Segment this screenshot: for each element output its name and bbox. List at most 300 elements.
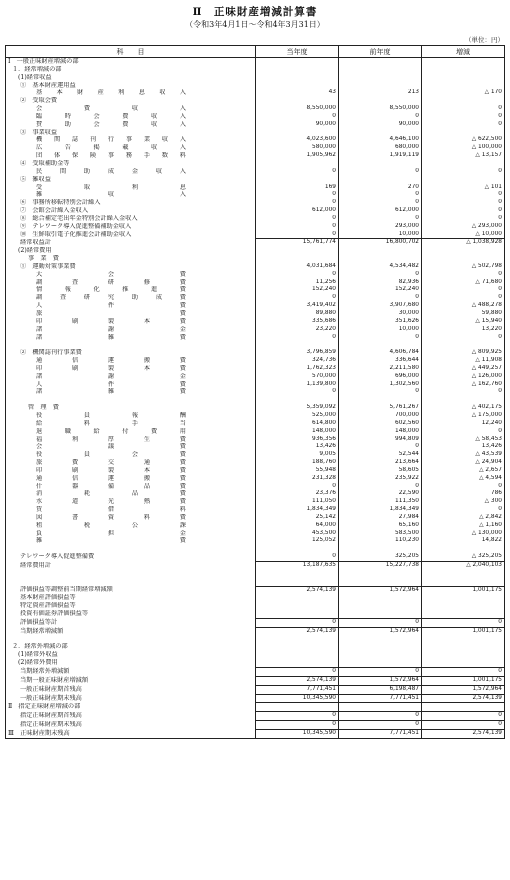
cell-change: △ 15,940: [422, 318, 505, 326]
row-label-cell: [6, 483, 256, 491]
row-label: 役員報酬: [36, 411, 186, 419]
cell-current-year: 570,000: [256, 373, 339, 381]
table-row: [6, 74, 505, 82]
cell-current-year: 0: [256, 712, 339, 721]
cell-change: △ 293,000: [422, 223, 505, 231]
row-label-cell: [6, 231, 256, 239]
table-row: [6, 89, 505, 97]
cell-change: 0: [422, 388, 505, 396]
cell-previous-year: 700,000: [339, 412, 422, 420]
cell-change: [422, 66, 505, 74]
row-label: 会費収入: [36, 105, 186, 113]
cell-change: 59,880: [422, 310, 505, 318]
cell-current-year: 7,771,451: [256, 685, 339, 694]
row-label-cell: [6, 349, 256, 357]
table-row: [6, 459, 505, 467]
table-row: [6, 357, 505, 365]
row-label-cell: [6, 121, 256, 129]
cell-change: △ 449,257: [422, 365, 505, 373]
cell-change: △ 43,539: [422, 451, 505, 459]
row-label-cell: [6, 729, 256, 738]
cell-previous-year: 15,227,738: [339, 562, 422, 570]
table-row: [6, 286, 505, 294]
cell-current-year: 0: [256, 388, 339, 396]
row-label-cell: [6, 703, 256, 712]
row-label-cell: [6, 89, 256, 97]
table-row: [6, 160, 505, 168]
cell-current-year: 4,023,600: [256, 136, 339, 144]
cell-change: [422, 545, 505, 553]
cell-previous-year: [339, 643, 422, 651]
cell-previous-year: 696,000: [339, 373, 422, 381]
table-row: [6, 97, 505, 105]
row-label: 通信運搬費: [36, 357, 186, 365]
row-label-cell: [6, 712, 256, 721]
cell-previous-year: [339, 97, 422, 105]
table-row: [6, 570, 505, 578]
cell-current-year: 125,052: [256, 537, 339, 545]
table-row: [6, 223, 505, 231]
row-label-cell: [6, 286, 256, 294]
row-label-cell: [6, 610, 256, 618]
cell-previous-year: 0: [339, 334, 422, 342]
row-label: 賛助会費収入: [36, 120, 186, 128]
row-label-cell: [6, 545, 256, 553]
table-row: [6, 545, 505, 553]
row-label-cell: [6, 396, 256, 404]
cell-change: [422, 636, 505, 644]
cell-previous-year: 8,550,000: [339, 105, 422, 113]
row-label-cell: [6, 420, 256, 428]
row-label: 一般正味財産期首残高: [20, 685, 82, 693]
cell-previous-year: [339, 570, 422, 578]
table-row: [6, 436, 505, 444]
cell-change: 0: [422, 215, 505, 223]
row-label-cell: [6, 176, 256, 184]
cell-current-year: 614,800: [256, 420, 339, 428]
cell-current-year: 8,550,000: [256, 105, 339, 113]
cell-change: △ 24,904: [422, 459, 505, 467]
row-label-cell: [6, 199, 256, 207]
row-label: 調査研修費: [36, 278, 186, 286]
table-row: [6, 388, 505, 396]
row-label: 諸謝金: [36, 372, 186, 380]
row-label: (1)経常外収益: [18, 651, 58, 659]
cell-current-year: [256, 160, 339, 168]
cell-current-year: 11,256: [256, 279, 339, 287]
cell-change: △ 100,000: [422, 144, 505, 152]
cell-current-year: 5,359,092: [256, 404, 339, 412]
cell-previous-year: 6,198,487: [339, 685, 422, 694]
row-label-cell: [6, 334, 256, 342]
row-label-cell: [6, 129, 256, 137]
cell-previous-year: 0: [339, 271, 422, 279]
table-row: [6, 184, 505, 192]
row-label: 什器備品費: [36, 482, 186, 490]
cell-current-year: 152,240: [256, 286, 339, 294]
cell-previous-year: 235,922: [339, 475, 422, 483]
table-row: [6, 199, 505, 207]
statement-period: （令和3年4月1日～令和4年3月31日）: [185, 20, 325, 29]
cell-previous-year: 4,606,784: [339, 349, 422, 357]
cell-change: △ 4,594: [422, 475, 505, 483]
cell-current-year: 0: [256, 294, 339, 302]
row-label-cell: [6, 490, 256, 498]
row-label: 通信運搬費: [36, 474, 186, 482]
cell-current-year: 0: [256, 215, 339, 223]
cell-previous-year: 336,644: [339, 357, 422, 365]
table-row: [6, 594, 505, 602]
cell-previous-year: 0: [339, 618, 422, 627]
row-label-cell: [6, 586, 256, 594]
cell-change: △ 300: [422, 498, 505, 506]
cell-current-year: [256, 247, 339, 255]
cell-current-year: [256, 636, 339, 644]
cell-current-year: 0: [256, 113, 339, 121]
cell-previous-year: 602,560: [339, 420, 422, 428]
cell-previous-year: 22,590: [339, 490, 422, 498]
cell-current-year: 1,905,962: [256, 152, 339, 160]
row-label-cell: [6, 82, 256, 90]
table-row: [6, 207, 505, 215]
row-label-cell: [6, 570, 256, 578]
cell-change: [422, 255, 505, 263]
cell-previous-year: [339, 247, 422, 255]
row-label: ⑤ 雑収益: [20, 175, 51, 183]
cell-previous-year: 4,646,100: [339, 136, 422, 144]
cell-change: △ 2,842: [422, 514, 505, 522]
row-label: 当期一般正味財産増減額: [20, 676, 89, 684]
cell-change: 0: [422, 667, 505, 676]
cell-previous-year: 325,205: [339, 553, 422, 561]
cell-previous-year: [339, 82, 422, 90]
cell-previous-year: 0: [339, 483, 422, 491]
row-label-cell: [6, 215, 256, 223]
table-row: [6, 341, 505, 349]
cell-previous-year: 0: [339, 712, 422, 721]
row-label: 一般正味財産期末残高: [20, 694, 82, 702]
cell-change: 0: [422, 168, 505, 176]
table-row: [6, 602, 505, 610]
row-label: 基本財産評価損益等: [20, 594, 76, 602]
table-row: [6, 215, 505, 223]
cell-change: △ 1,038,928: [422, 239, 505, 247]
row-label: 当期経常外増減額: [20, 667, 70, 675]
cell-current-year: 23,220: [256, 326, 339, 334]
row-label: 情報化推進費: [36, 286, 186, 294]
row-label-cell: [6, 263, 256, 271]
row-label: ２．経常外増減の部: [12, 643, 68, 651]
table-row: [6, 404, 505, 412]
cell-previous-year: 0: [339, 113, 422, 121]
cell-change: 0: [422, 334, 505, 342]
cell-current-year: [256, 82, 339, 90]
row-label-cell: [6, 365, 256, 373]
cell-change: 12,240: [422, 420, 505, 428]
table-row: [6, 514, 505, 522]
table-row: [6, 483, 505, 491]
cell-previous-year: 16,800,702: [339, 239, 422, 247]
row-label: 印刷製本費: [36, 466, 186, 474]
cell-change: [422, 74, 505, 82]
table-row: [6, 467, 505, 475]
row-label: 印刷製本費: [36, 364, 186, 372]
cell-change: 0: [422, 286, 505, 294]
cell-current-year: 453,500: [256, 530, 339, 538]
row-label-cell: [6, 522, 256, 530]
cell-previous-year: 680,000: [339, 144, 422, 152]
table-row: [6, 255, 505, 263]
cell-previous-year: 10,000: [339, 326, 422, 334]
table-row: [6, 365, 505, 373]
table-row: [6, 651, 505, 659]
cell-previous-year: [339, 659, 422, 667]
statement-table: [5, 45, 505, 739]
row-label-cell: [6, 636, 256, 644]
row-label: 会議費: [36, 443, 186, 451]
row-label: ⑦ 会館会計繰入金収入: [20, 207, 89, 215]
cell-previous-year: 152,240: [339, 286, 422, 294]
table-body: [6, 58, 505, 739]
row-label-cell: [6, 207, 256, 215]
cell-change: △ 175,000: [422, 412, 505, 420]
cell-previous-year: [339, 636, 422, 644]
table-row: [6, 537, 505, 545]
cell-previous-year: 52,544: [339, 451, 422, 459]
row-label: 水道光熱費: [36, 498, 186, 506]
row-label: 雑費: [36, 537, 186, 545]
row-label: 大会費: [36, 270, 186, 278]
cell-change: 14,822: [422, 537, 505, 545]
table-row: [6, 82, 505, 90]
table-row: [6, 636, 505, 644]
table-row: [6, 144, 505, 152]
table-row: [6, 381, 505, 389]
table-row: [6, 721, 505, 730]
table-row: [6, 113, 505, 121]
row-label: ① 基本財産運用益: [20, 81, 76, 89]
cell-previous-year: 111,350: [339, 498, 422, 506]
cell-previous-year: 0: [339, 199, 422, 207]
cell-current-year: [256, 594, 339, 602]
cell-previous-year: 612,000: [339, 207, 422, 215]
cell-change: 13,220: [422, 326, 505, 334]
cell-current-year: [256, 396, 339, 404]
row-label-cell: [6, 184, 256, 192]
cell-change: [422, 659, 505, 667]
cell-current-year: 324,736: [256, 357, 339, 365]
header-previous-year: 前年度: [339, 46, 422, 58]
row-label: 指定正味財産期首残高: [20, 712, 82, 720]
row-label: Ⅰ 一般正味財産増減の部: [8, 58, 79, 65]
table-row: [6, 618, 505, 627]
cell-previous-year: 148,000: [339, 428, 422, 436]
cell-current-year: 55,948: [256, 467, 339, 475]
row-label-cell: [6, 578, 256, 586]
cell-current-year: 0: [256, 721, 339, 730]
row-label: 退職給付費用: [36, 427, 186, 435]
cell-current-year: [256, 659, 339, 667]
cell-previous-year: 0: [339, 191, 422, 199]
cell-current-year: 1,762,323: [256, 365, 339, 373]
table-row: [6, 231, 505, 239]
cell-previous-year: 0: [339, 721, 422, 730]
row-label-cell: [6, 676, 256, 685]
cell-previous-year: [339, 176, 422, 184]
cell-change: △ 325,205: [422, 553, 505, 561]
cell-change: 0: [422, 271, 505, 279]
cell-previous-year: [339, 74, 422, 82]
cell-change: 2,574,139: [422, 729, 505, 738]
cell-previous-year: 1,302,560: [339, 381, 422, 389]
cell-previous-year: [339, 651, 422, 659]
row-label-cell: [6, 58, 256, 66]
row-label: 基本財産利息収入: [36, 89, 186, 97]
table-row: [6, 168, 505, 176]
row-label: ② 受取会費: [20, 97, 58, 105]
row-label: 雑収入: [36, 191, 186, 199]
table-row: [6, 302, 505, 310]
cell-change: △ 488,278: [422, 302, 505, 310]
cell-previous-year: 4,534,482: [339, 263, 422, 271]
cell-current-year: 89,880: [256, 310, 339, 318]
cell-current-year: 1,834,349: [256, 506, 339, 514]
row-label-cell: [6, 412, 256, 420]
row-label-cell: [6, 618, 256, 627]
cell-current-year: [256, 58, 339, 66]
cell-change: △ 622,500: [422, 136, 505, 144]
cell-current-year: [256, 176, 339, 184]
cell-previous-year: [339, 396, 422, 404]
table-row: [6, 326, 505, 334]
cell-current-year: 9,005: [256, 451, 339, 459]
table-row: [6, 586, 505, 594]
cell-change: 2,574,139: [422, 694, 505, 703]
table-row: [6, 428, 505, 436]
cell-change: [422, 396, 505, 404]
row-label: Ⅱ 指定正味財産増減の部: [8, 703, 81, 711]
cell-current-year: 0: [256, 483, 339, 491]
cell-current-year: [256, 610, 339, 618]
cell-change: [422, 651, 505, 659]
row-label-cell: [6, 436, 256, 444]
cell-current-year: 3,796,859: [256, 349, 339, 357]
cell-previous-year: 7,771,451: [339, 694, 422, 703]
cell-change: 0: [422, 199, 505, 207]
table-row: [6, 247, 505, 255]
cell-previous-year: 0: [339, 294, 422, 302]
cell-current-year: [256, 545, 339, 553]
cell-previous-year: 583,500: [339, 530, 422, 538]
cell-current-year: 43: [256, 89, 339, 97]
table-row: [6, 176, 505, 184]
cell-current-year: 0: [256, 191, 339, 199]
cell-change: [422, 578, 505, 586]
cell-current-year: 169: [256, 184, 339, 192]
row-label-cell: [6, 443, 256, 451]
cell-current-year: 0: [256, 271, 339, 279]
table-row: [6, 129, 505, 137]
cell-previous-year: [339, 66, 422, 74]
cell-change: 0: [422, 121, 505, 129]
cell-change: [422, 176, 505, 184]
row-label: 評価損益等計: [20, 618, 58, 626]
cell-current-year: 936,356: [256, 436, 339, 444]
cell-previous-year: 0: [339, 388, 422, 396]
cell-current-year: 111,050: [256, 498, 339, 506]
row-label-cell: [6, 279, 256, 287]
cell-previous-year: 1,834,349: [339, 506, 422, 514]
cell-change: △ 11,908: [422, 357, 505, 365]
table-row: [6, 610, 505, 618]
table-row: [6, 152, 505, 160]
cell-previous-year: 270: [339, 184, 422, 192]
row-label: 人件費: [36, 380, 186, 388]
unit-note: （単位：円）: [465, 36, 504, 44]
row-label: 諸雑費: [36, 333, 186, 341]
cell-change: △ 1,160: [422, 522, 505, 530]
table-row: [6, 136, 505, 144]
table-row: [6, 412, 505, 420]
row-label: 人件費: [36, 302, 186, 310]
row-label-cell: [6, 388, 256, 396]
row-label-cell: [6, 326, 256, 334]
cell-change: △ 13,157: [422, 152, 505, 160]
cell-previous-year: 5,761,267: [339, 404, 422, 412]
cell-change: [422, 643, 505, 651]
row-label: 給料手当: [36, 419, 186, 427]
row-label-cell: [6, 537, 256, 545]
cell-current-year: 0: [256, 231, 339, 239]
row-label: 団体保険事務手数料: [36, 152, 186, 160]
row-label-cell: [6, 302, 256, 310]
cell-previous-year: 0: [339, 168, 422, 176]
cell-previous-year: [339, 341, 422, 349]
cell-current-year: 25,142: [256, 514, 339, 522]
row-label: 調査研究助成費: [36, 294, 186, 302]
row-label-cell: [6, 694, 256, 703]
cell-change: 1,001,175: [422, 627, 505, 635]
cell-current-year: 13,426: [256, 443, 339, 451]
cell-change: 0: [422, 191, 505, 199]
cell-change: [422, 247, 505, 255]
row-label: (2)経常費用: [18, 247, 52, 255]
table-row: [6, 310, 505, 318]
cell-previous-year: 65,160: [339, 522, 422, 530]
table-header: [6, 46, 505, 58]
row-label-cell: [6, 721, 256, 730]
cell-current-year: [256, 570, 339, 578]
table-row: [6, 294, 505, 302]
row-label-cell: [6, 602, 256, 610]
row-label-cell: [6, 467, 256, 475]
row-label: 経常収益計: [20, 239, 51, 247]
table-row: [6, 443, 505, 451]
cell-current-year: [256, 643, 339, 651]
cell-previous-year: 994,809: [339, 436, 422, 444]
row-label: 消耗品費: [36, 490, 186, 498]
cell-current-year: 90,000: [256, 121, 339, 129]
cell-current-year: 0: [256, 334, 339, 342]
row-label-cell: [6, 160, 256, 168]
row-label-cell: [6, 357, 256, 365]
row-label-cell: [6, 506, 256, 514]
row-label-cell: [6, 255, 256, 263]
table-row: [6, 703, 505, 712]
table-row: [6, 490, 505, 498]
cell-current-year: 13,187,635: [256, 562, 339, 570]
row-label-cell: [6, 223, 256, 231]
